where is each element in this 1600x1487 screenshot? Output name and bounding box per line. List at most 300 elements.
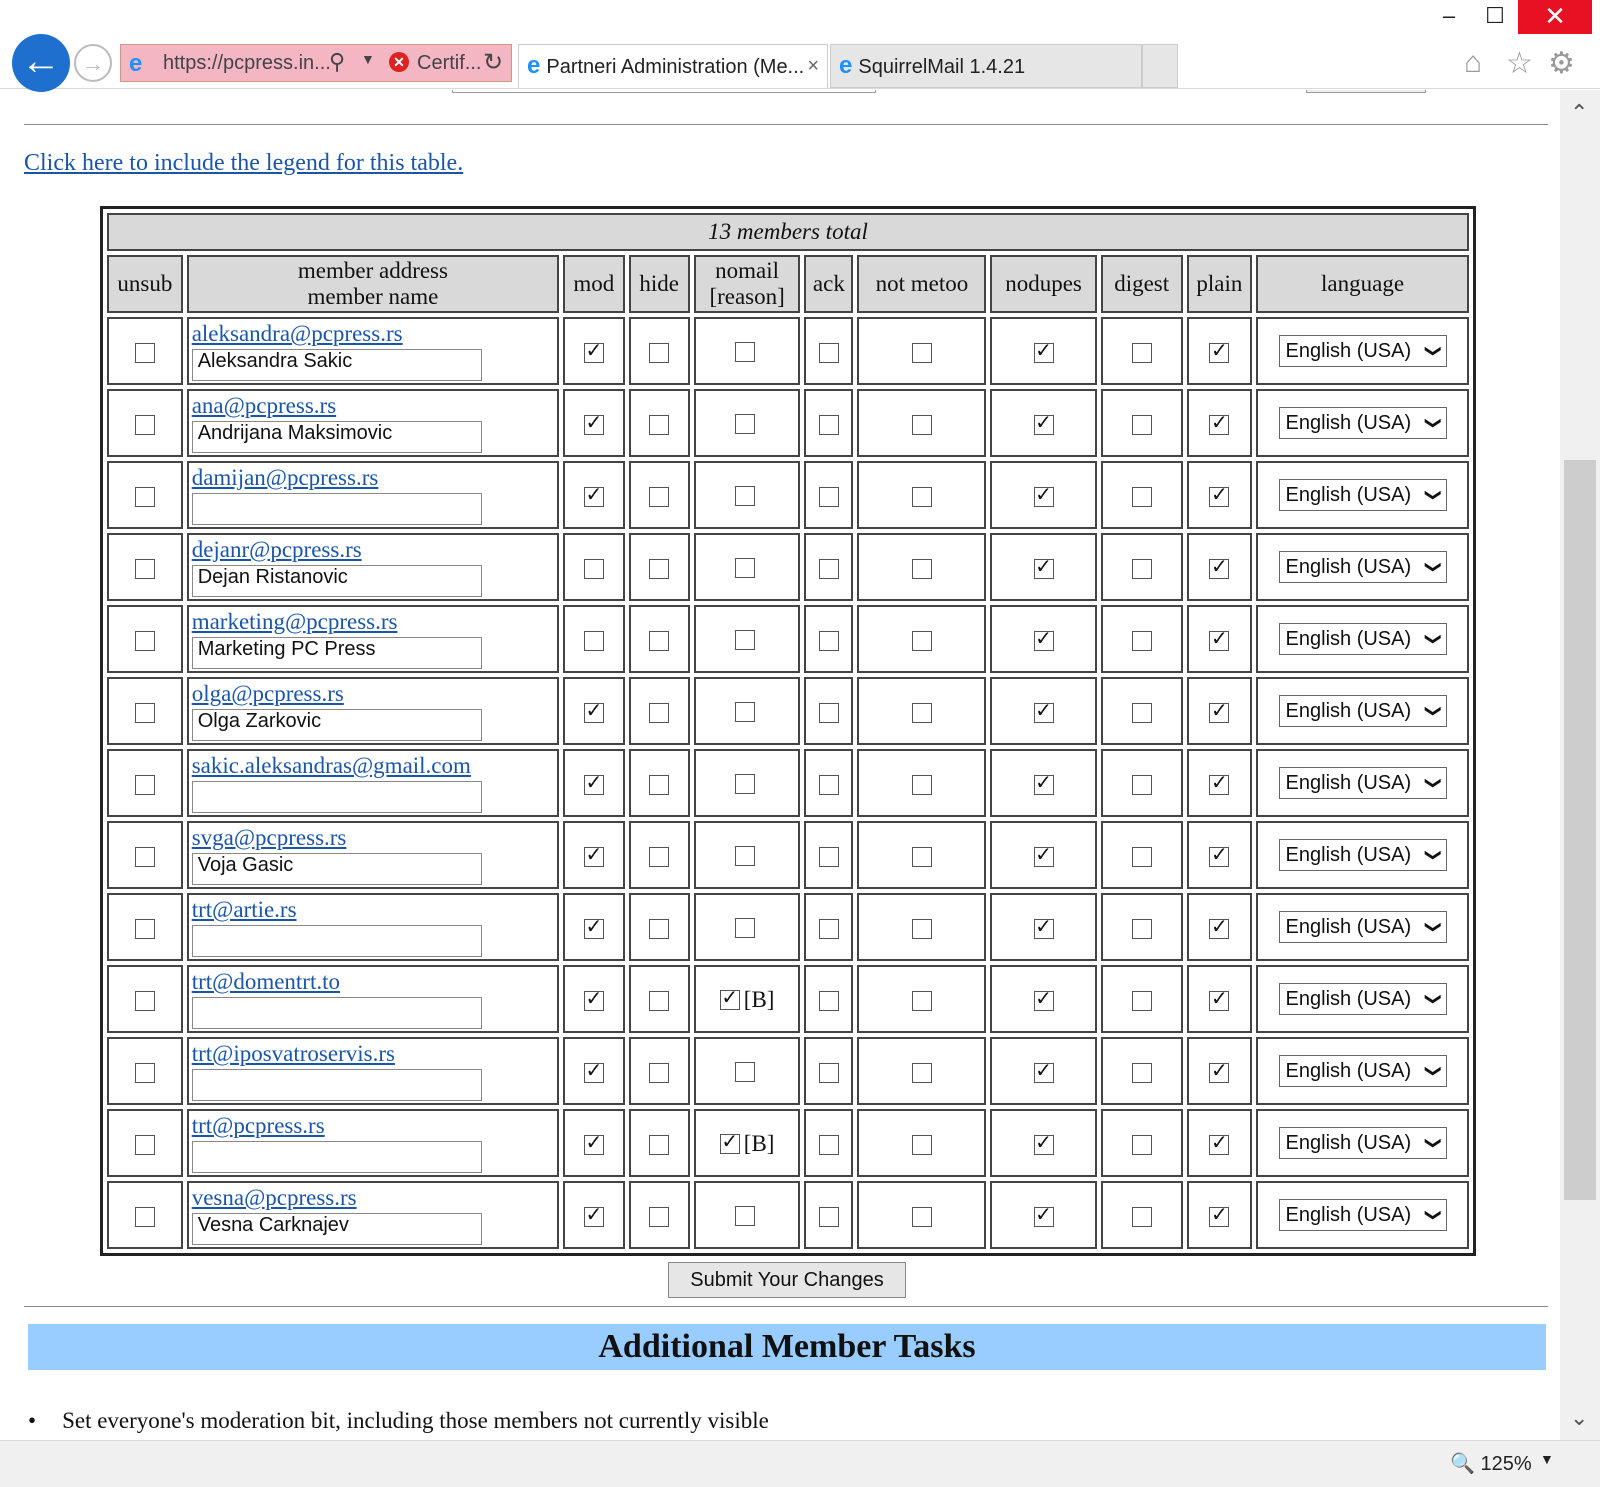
scrollbar-thumb[interactable]	[1564, 460, 1596, 1200]
ack-checkbox[interactable]	[819, 631, 839, 651]
cell-ack	[804, 605, 853, 673]
member-email-link[interactable]: vesna@pcpress.rs	[191, 1185, 357, 1210]
mod-checkbox[interactable]	[584, 559, 604, 579]
hide-checkbox[interactable]	[649, 1063, 669, 1083]
language-select[interactable]	[1279, 335, 1447, 367]
unsub-checkbox[interactable]	[135, 919, 155, 939]
hide-checkbox[interactable]	[649, 343, 669, 363]
hide-checkbox[interactable]	[649, 703, 669, 723]
language-select[interactable]	[1279, 911, 1447, 943]
unsub-checkbox[interactable]	[135, 991, 155, 1011]
cell-unsub	[107, 533, 183, 601]
member-name-field[interactable]: Vesna Carknajev	[192, 1213, 482, 1245]
not_metoo-checkbox[interactable]	[912, 703, 932, 723]
cell-digest	[1101, 533, 1183, 601]
cell-digest	[1101, 749, 1183, 817]
member-name-field[interactable]	[192, 925, 482, 957]
plain-checkbox[interactable]	[1209, 703, 1229, 723]
cell-language	[1256, 1037, 1469, 1105]
member-name-field[interactable]: Aleksandra Sakic	[192, 349, 482, 381]
ack-checkbox[interactable]	[819, 1135, 839, 1155]
chevron-down-icon[interactable]: ▼	[1540, 1451, 1554, 1467]
unsub-checkbox[interactable]	[135, 559, 155, 579]
cell-member	[187, 821, 559, 889]
member-email-link[interactable]: marketing@pcpress.rs	[191, 609, 398, 634]
cell-nodupes	[990, 749, 1096, 817]
digest-checkbox[interactable]	[1132, 775, 1152, 795]
member-email-link[interactable]: trt@domentrt.to	[191, 969, 341, 994]
nomail-checkbox[interactable]	[735, 1206, 755, 1226]
tab-squirrelmail[interactable]	[830, 44, 1142, 88]
not_metoo-checkbox[interactable]	[912, 1135, 932, 1155]
cell-not_metoo	[857, 1181, 986, 1249]
plain-checkbox[interactable]	[1209, 1063, 1229, 1083]
digest-checkbox[interactable]	[1132, 415, 1152, 435]
col-unsub: unsub	[107, 255, 183, 313]
chevron-down-icon: ❯	[1424, 632, 1442, 646]
table-row	[107, 389, 1469, 457]
cell-nomail	[694, 533, 800, 601]
cell-plain	[1187, 821, 1252, 889]
unsub-checkbox[interactable]	[135, 703, 155, 723]
col-nodupes: nodupes	[990, 255, 1096, 313]
not_metoo-checkbox[interactable]	[912, 631, 932, 651]
not_metoo-checkbox[interactable]	[912, 559, 932, 579]
ack-checkbox[interactable]	[819, 487, 839, 507]
col-member-address	[187, 255, 559, 313]
zoom-value: 125%	[1480, 1453, 1532, 1475]
language-select[interactable]	[1279, 623, 1447, 655]
mod-checkbox[interactable]	[584, 415, 604, 435]
member-email-link[interactable]: svga@pcpress.rs	[191, 825, 347, 850]
plain-checkbox[interactable]	[1209, 487, 1229, 507]
nodupes-checkbox[interactable]	[1034, 847, 1054, 867]
member-name-field[interactable]	[192, 493, 482, 525]
hide-checkbox[interactable]	[649, 631, 669, 651]
plain-checkbox[interactable]	[1209, 775, 1229, 795]
unsub-checkbox[interactable]	[135, 343, 155, 363]
plain-checkbox[interactable]	[1209, 1207, 1229, 1227]
ie-logo-icon: e	[527, 52, 541, 79]
partial-input[interactable]	[452, 90, 876, 93]
digest-checkbox[interactable]	[1132, 1063, 1152, 1083]
cell-not_metoo	[857, 821, 986, 889]
not_metoo-checkbox[interactable]	[912, 1063, 932, 1083]
digest-checkbox[interactable]	[1132, 847, 1152, 867]
nodupes-checkbox[interactable]	[1034, 559, 1054, 579]
cell-unsub	[107, 461, 183, 529]
language-select[interactable]	[1279, 767, 1447, 799]
col-nomail-label: nomail	[715, 258, 780, 283]
language-value: English (USA)	[1285, 556, 1412, 578]
col-member-address-label: member address	[297, 258, 448, 283]
cell-nodupes	[990, 1037, 1096, 1105]
language-value: English (USA)	[1285, 340, 1412, 362]
mod-checkbox[interactable]	[584, 775, 604, 795]
cell-plain	[1187, 533, 1252, 601]
cell-hide	[629, 821, 690, 889]
language-select[interactable]	[1279, 1199, 1447, 1231]
language-select[interactable]	[1279, 1055, 1447, 1087]
language-value: English (USA)	[1285, 772, 1412, 794]
cell-mod	[563, 677, 624, 745]
col-member-name-label: member name	[307, 284, 439, 309]
chevron-down-icon: ❯	[1424, 1208, 1442, 1222]
cell-hide	[629, 893, 690, 961]
hide-checkbox[interactable]	[649, 919, 669, 939]
nomail-checkbox[interactable]	[735, 918, 755, 938]
cell-not_metoo	[857, 605, 986, 673]
cell-nodupes	[990, 965, 1096, 1033]
cell-not_metoo	[857, 533, 986, 601]
nomail-checkbox[interactable]	[735, 342, 755, 362]
language-select[interactable]	[1279, 551, 1447, 583]
hide-checkbox[interactable]	[649, 559, 669, 579]
cell-not_metoo	[857, 389, 986, 457]
member-name-field[interactable]	[192, 997, 482, 1029]
cell-not_metoo	[857, 461, 986, 529]
mod-checkbox[interactable]	[584, 1063, 604, 1083]
chevron-down-icon[interactable]: ▼	[361, 51, 375, 67]
col-mod: mod	[563, 255, 624, 313]
digest-checkbox[interactable]	[1132, 703, 1152, 723]
divider	[24, 1306, 1548, 1307]
digest-checkbox[interactable]	[1132, 919, 1152, 939]
unsub-checkbox[interactable]	[135, 1135, 155, 1155]
member-rows	[107, 317, 1469, 1249]
plain-checkbox[interactable]	[1209, 415, 1229, 435]
col-language: language	[1256, 255, 1469, 313]
nomail-checkbox[interactable]	[720, 990, 740, 1010]
plain-checkbox[interactable]	[1209, 991, 1229, 1011]
plain-checkbox[interactable]	[1209, 631, 1229, 651]
not_metoo-checkbox[interactable]	[912, 919, 932, 939]
mod-checkbox[interactable]	[584, 343, 604, 363]
digest-checkbox[interactable]	[1132, 487, 1152, 507]
plain-checkbox[interactable]	[1209, 343, 1229, 363]
not_metoo-checkbox[interactable]	[912, 991, 932, 1011]
cell-plain	[1187, 389, 1252, 457]
ack-checkbox[interactable]	[819, 847, 839, 867]
cell-member	[187, 1109, 559, 1177]
chevron-down-icon: ❯	[1424, 1064, 1442, 1078]
cell-member	[187, 1181, 559, 1249]
col-ack: ack	[804, 255, 853, 313]
cell-digest	[1101, 317, 1183, 385]
member-email-link[interactable]: trt@iposvatroservis.rs	[191, 1041, 395, 1066]
cell-plain	[1187, 893, 1252, 961]
cell-unsub	[107, 1181, 183, 1249]
cell-language	[1256, 893, 1469, 961]
plain-checkbox[interactable]	[1209, 919, 1229, 939]
cell-nodupes	[990, 533, 1096, 601]
nomail-checkbox[interactable]	[735, 414, 755, 434]
nodupes-checkbox[interactable]	[1034, 1063, 1054, 1083]
address-url[interactable]: https://pcpress.in...	[163, 52, 331, 74]
unsub-checkbox[interactable]	[135, 775, 155, 795]
hide-checkbox[interactable]	[649, 775, 669, 795]
cell-nomail	[694, 605, 800, 673]
hide-checkbox[interactable]	[649, 1135, 669, 1155]
ack-checkbox[interactable]	[819, 559, 839, 579]
nodupes-checkbox[interactable]	[1034, 775, 1054, 795]
digest-checkbox[interactable]	[1132, 1135, 1152, 1155]
member-name-field[interactable]	[192, 1141, 482, 1173]
cell-nomail	[694, 893, 800, 961]
vertical-scrollbar[interactable]	[1560, 90, 1600, 1440]
member-name-field[interactable]: Marketing PC Press	[192, 637, 482, 669]
partial-button[interactable]	[1306, 90, 1426, 93]
forward-button[interactable]	[74, 44, 112, 82]
digest-checkbox[interactable]	[1132, 991, 1152, 1011]
members-total: 13 members total	[107, 213, 1469, 251]
hide-checkbox[interactable]	[649, 487, 669, 507]
new-tab-button[interactable]	[1142, 44, 1178, 88]
cell-nomail	[694, 389, 800, 457]
nodupes-checkbox[interactable]	[1034, 1207, 1054, 1227]
maximize-button[interactable]: ☐	[1485, 3, 1505, 28]
cell-unsub	[107, 965, 183, 1033]
address-bar[interactable]	[120, 44, 512, 82]
cell-mod	[563, 1181, 624, 1249]
not_metoo-checkbox[interactable]	[912, 1207, 932, 1227]
nomail-checkbox[interactable]	[735, 702, 755, 722]
language-select[interactable]	[1279, 983, 1447, 1015]
cell-digest	[1101, 1181, 1183, 1249]
language-value: English (USA)	[1285, 988, 1412, 1010]
ack-checkbox[interactable]	[819, 415, 839, 435]
member-email-link[interactable]: olga@pcpress.rs	[191, 681, 344, 706]
digest-checkbox[interactable]	[1132, 343, 1152, 363]
star-icon[interactable]: ☆	[1506, 47, 1533, 80]
cell-not_metoo	[857, 1109, 986, 1177]
cell-digest	[1101, 821, 1183, 889]
language-value: English (USA)	[1285, 1060, 1412, 1082]
unsub-checkbox[interactable]	[135, 1207, 155, 1227]
ack-checkbox[interactable]	[819, 703, 839, 723]
ack-checkbox[interactable]	[819, 1207, 839, 1227]
cell-not_metoo	[857, 893, 986, 961]
plain-checkbox[interactable]	[1209, 559, 1229, 579]
cell-language	[1256, 389, 1469, 457]
cell-plain	[1187, 1037, 1252, 1105]
cell-hide	[629, 677, 690, 745]
language-select[interactable]	[1279, 1127, 1447, 1159]
table-row	[107, 461, 1469, 529]
tab-partneri-administration[interactable]	[518, 44, 828, 88]
cell-language	[1256, 533, 1469, 601]
cell-member	[187, 749, 559, 817]
not_metoo-checkbox[interactable]	[912, 775, 932, 795]
cell-nodupes	[990, 821, 1096, 889]
cell-not_metoo	[857, 317, 986, 385]
certificate-error-icon[interactable]: ✕	[389, 52, 409, 72]
cell-mod	[563, 1109, 624, 1177]
hide-checkbox[interactable]	[649, 991, 669, 1011]
nomail-checkbox[interactable]	[735, 630, 755, 650]
plain-checkbox[interactable]	[1209, 1135, 1229, 1155]
nodupes-checkbox[interactable]	[1034, 703, 1054, 723]
gear-icon[interactable]: ⚙	[1548, 47, 1575, 80]
cell-language	[1256, 749, 1469, 817]
unsub-checkbox[interactable]	[135, 1063, 155, 1083]
member-email-link[interactable]: trt@artie.rs	[191, 897, 297, 922]
nomail-checkbox[interactable]	[735, 1062, 755, 1082]
language-value: English (USA)	[1285, 484, 1412, 506]
member-email-link[interactable]: ana@pcpress.rs	[191, 393, 337, 418]
not_metoo-checkbox[interactable]	[912, 847, 932, 867]
language-value: English (USA)	[1285, 412, 1412, 434]
search-icon[interactable]: ⚲	[329, 49, 346, 74]
close-window-button[interactable]: ✕	[1518, 0, 1592, 34]
cell-ack	[804, 1109, 853, 1177]
ack-checkbox[interactable]	[819, 919, 839, 939]
close-tab-icon[interactable]: ×	[807, 55, 819, 77]
cell-ack	[804, 821, 853, 889]
hide-checkbox[interactable]	[649, 1207, 669, 1227]
mod-checkbox[interactable]	[584, 919, 604, 939]
cell-language	[1256, 317, 1469, 385]
cell-member	[187, 677, 559, 745]
cell-plain	[1187, 605, 1252, 673]
member-email-link[interactable]: damijan@pcpress.rs	[191, 465, 379, 490]
unsub-checkbox[interactable]	[135, 847, 155, 867]
nodupes-checkbox[interactable]	[1034, 343, 1054, 363]
cell-unsub	[107, 677, 183, 745]
cell-ack	[804, 1181, 853, 1249]
member-email-link[interactable]: trt@pcpress.rs	[191, 1113, 325, 1138]
not_metoo-checkbox[interactable]	[912, 343, 932, 363]
cell-language	[1256, 677, 1469, 745]
cell-nomail	[694, 749, 800, 817]
ack-checkbox[interactable]	[819, 1063, 839, 1083]
language-select[interactable]	[1279, 695, 1447, 727]
chevron-down-icon: ❯	[1424, 848, 1442, 862]
additional-tasks-heading: Additional Member Tasks	[28, 1324, 1546, 1370]
nodupes-checkbox[interactable]	[1034, 919, 1054, 939]
cell-nodupes	[990, 1109, 1096, 1177]
member-name-field[interactable]: Dejan Ristanovic	[192, 565, 482, 597]
home-icon[interactable]: ⌂	[1464, 46, 1483, 79]
member-name-field[interactable]: Olga Zarkovic	[192, 709, 482, 741]
nomail-checkbox[interactable]	[735, 774, 755, 794]
member-name-field[interactable]: Andrijana Maksimovic	[192, 421, 482, 453]
digest-checkbox[interactable]	[1132, 559, 1152, 579]
status-bar	[0, 1440, 1600, 1487]
mod-checkbox[interactable]	[584, 1207, 604, 1227]
cell-mod	[563, 389, 624, 457]
chevron-down-icon: ❯	[1424, 560, 1442, 574]
cell-digest	[1101, 605, 1183, 673]
ack-checkbox[interactable]	[819, 991, 839, 1011]
member-name-field[interactable]	[192, 781, 482, 813]
member-name-field[interactable]: Voja Gasic	[192, 853, 482, 885]
scroll-up-icon[interactable]: ⌃	[1570, 100, 1589, 125]
cell-not_metoo	[857, 965, 986, 1033]
cell-ack	[804, 749, 853, 817]
minimize-button[interactable]: –	[1442, 3, 1456, 28]
digest-checkbox[interactable]	[1132, 631, 1152, 651]
ack-checkbox[interactable]	[819, 775, 839, 795]
chevron-down-icon: ❯	[1424, 1136, 1442, 1150]
table-row	[107, 317, 1469, 385]
language-value: English (USA)	[1285, 844, 1412, 866]
legend-link[interactable]: Click here to include the legend for this table.	[24, 150, 464, 176]
nodupes-checkbox[interactable]	[1034, 487, 1054, 507]
cell-digest	[1101, 893, 1183, 961]
cell-unsub	[107, 749, 183, 817]
not_metoo-checkbox[interactable]	[912, 415, 932, 435]
nodupes-checkbox[interactable]	[1034, 991, 1054, 1011]
nomail-checkbox[interactable]	[735, 846, 755, 866]
cell-unsub	[107, 389, 183, 457]
bullet-icon: •	[28, 1408, 37, 1433]
cell-digest	[1101, 965, 1183, 1033]
zoom-level[interactable]: 🔍 125%	[1450, 1453, 1532, 1475]
back-button[interactable]	[12, 34, 70, 92]
tab-label: SquirrelMail 1.4.21	[858, 56, 1026, 78]
plain-checkbox[interactable]	[1209, 847, 1229, 867]
language-select[interactable]	[1279, 479, 1447, 511]
member-email-link[interactable]: aleksandra@pcpress.rs	[191, 321, 403, 346]
cell-mod	[563, 317, 624, 385]
cell-unsub	[107, 317, 183, 385]
nodupes-checkbox[interactable]	[1034, 415, 1054, 435]
cell-member	[187, 965, 559, 1033]
unsub-checkbox[interactable]	[135, 415, 155, 435]
nomail-checkbox[interactable]	[735, 558, 755, 578]
language-value: English (USA)	[1285, 1204, 1412, 1226]
cell-nomail	[694, 461, 800, 529]
submit-changes-button[interactable]: Submit Your Changes	[668, 1262, 906, 1298]
mod-checkbox[interactable]	[584, 487, 604, 507]
nodupes-checkbox[interactable]	[1034, 1135, 1054, 1155]
members-table	[100, 206, 1476, 1256]
language-select[interactable]	[1279, 407, 1447, 439]
cell-hide	[629, 965, 690, 1033]
cell-ack	[804, 389, 853, 457]
ack-checkbox[interactable]	[819, 343, 839, 363]
digest-checkbox[interactable]	[1132, 1207, 1152, 1227]
member-email-link[interactable]: sakic.aleksandras@gmail.com	[191, 753, 471, 778]
certificate-error-label[interactable]: Certif...	[417, 52, 482, 74]
nomail-checkbox[interactable]	[735, 486, 755, 506]
cell-member	[187, 461, 559, 529]
nomail-checkbox[interactable]	[720, 1134, 740, 1154]
mod-checkbox[interactable]	[584, 1135, 604, 1155]
cell-ack	[804, 461, 853, 529]
mod-checkbox[interactable]	[584, 631, 604, 651]
language-select[interactable]	[1279, 839, 1447, 871]
scroll-down-icon[interactable]: ⌄	[1570, 1405, 1589, 1430]
hide-checkbox[interactable]	[649, 847, 669, 867]
member-email-link[interactable]: dejanr@pcpress.rs	[191, 537, 362, 562]
cell-member	[187, 893, 559, 961]
cell-hide	[629, 749, 690, 817]
mod-checkbox[interactable]	[584, 991, 604, 1011]
table-row	[107, 533, 1469, 601]
refresh-icon[interactable]: ↻	[483, 49, 504, 76]
not_metoo-checkbox[interactable]	[912, 487, 932, 507]
nodupes-checkbox[interactable]	[1034, 631, 1054, 651]
col-nomail	[694, 255, 800, 313]
mod-checkbox[interactable]	[584, 847, 604, 867]
hide-checkbox[interactable]	[649, 415, 669, 435]
unsub-checkbox[interactable]	[135, 631, 155, 651]
mod-checkbox[interactable]	[584, 703, 604, 723]
member-name-field[interactable]	[192, 1069, 482, 1101]
unsub-checkbox[interactable]	[135, 487, 155, 507]
